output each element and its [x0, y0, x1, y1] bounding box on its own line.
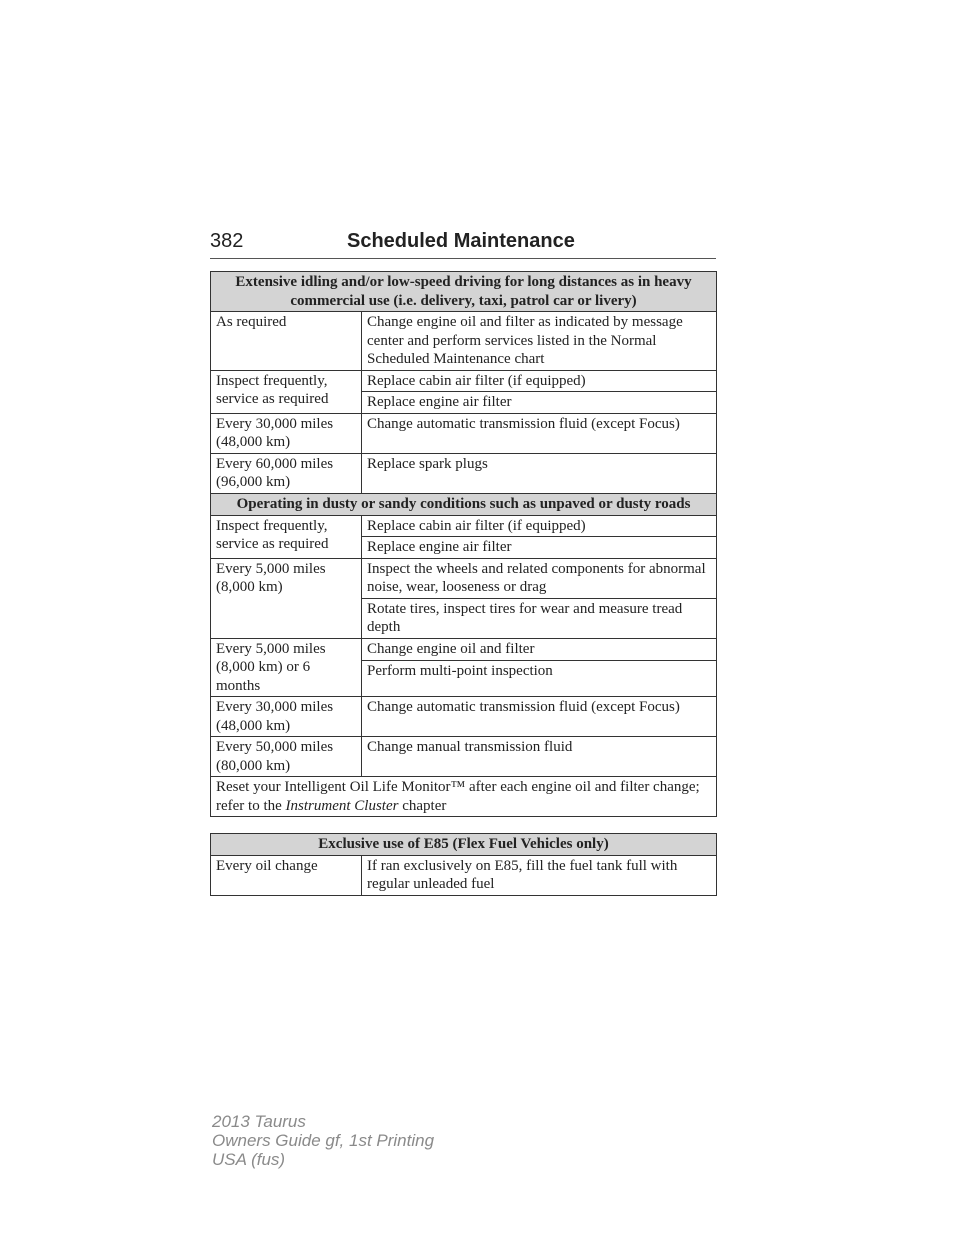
table-row	[211, 515, 717, 537]
interval-cell: Every 60,000 miles (96,000 km)	[211, 453, 362, 493]
task-cell: Replace engine air filter	[362, 392, 717, 414]
footer-region-name: USA	[212, 1150, 247, 1169]
interval-cell: Every 30,000 miles (48,000 km)	[211, 697, 362, 737]
table-heading: Operating in dusty or sandy conditions such as unpaved or dusty roads	[211, 494, 717, 516]
table-row	[211, 737, 717, 777]
interval-cell: Every 5,000 miles (8,000 km)	[211, 558, 362, 638]
interval-cell: As required	[211, 312, 362, 371]
maintenance-table-heavy-use	[210, 271, 717, 494]
interval-cell: Every 30,000 miles (48,000 km)	[211, 413, 362, 453]
footer-guide: Owners Guide gf, 1st Printing	[212, 1131, 435, 1150]
footer-region-code: (fus)	[251, 1150, 286, 1169]
task-cell: If ran exclusively on E85, fill the fuel tank full with regular unleaded fuel	[362, 855, 717, 895]
footer-model: 2013 Taurus	[212, 1112, 306, 1131]
table-row	[211, 638, 717, 661]
task-cell: Replace cabin air filter (if equipped)	[362, 515, 717, 537]
interval-cell: Inspect frequently, service as required	[211, 370, 362, 413]
table-row	[211, 558, 717, 598]
oil-monitor-note	[211, 777, 717, 817]
task-cell: Change automatic transmission fluid (except Focus)	[362, 697, 717, 737]
table-row	[211, 855, 717, 895]
note-chapter-reference: Instrument Cluster	[285, 797, 399, 814]
page-title: Scheduled Maintenance	[347, 230, 575, 252]
interval-cell: Inspect frequently, service as required	[211, 515, 362, 558]
task-cell: Change manual transmission fluid	[362, 737, 717, 777]
task-cell: Change engine oil and filter	[362, 638, 717, 661]
task-cell: Replace spark plugs	[362, 453, 717, 493]
interval-cell: Every 5,000 miles (8,000 km) or 6 months	[211, 638, 362, 697]
page-number: 382	[210, 230, 244, 252]
maintenance-table-dusty-conditions	[210, 493, 717, 817]
table-row	[211, 453, 717, 493]
maintenance-table-e85	[210, 833, 717, 896]
task-cell: Replace engine air filter	[362, 537, 717, 559]
task-cell: Perform multi-point inspection	[362, 661, 717, 697]
interval-cell: Every oil change	[211, 855, 362, 895]
task-cell: Rotate tires, inspect tires for wear and measure tread depth	[362, 598, 717, 638]
footer-region	[212, 1150, 434, 1169]
task-cell: Replace cabin air filter (if equipped)	[362, 370, 717, 392]
table-row	[211, 777, 717, 817]
table-row	[211, 697, 717, 737]
interval-cell: Every 50,000 miles (80,000 km)	[211, 737, 362, 777]
task-cell: Change engine oil and filter as indicated by message center and perform services listed in the Normal Scheduled Maintenance chart	[362, 312, 717, 371]
table-heading: Exclusive use of E85 (Flex Fuel Vehicles only)	[211, 834, 717, 856]
task-cell: Inspect the wheels and related components for abnormal noise, wear, looseness or drag	[362, 558, 717, 598]
task-cell: Change automatic transmission fluid (except Focus)	[362, 413, 717, 453]
note-text-end: chapter	[398, 797, 447, 814]
page-header	[210, 230, 716, 259]
table-row	[211, 312, 717, 371]
table-row	[211, 370, 717, 392]
note-text: Reset your Intelligent Oil Life Monitor™ after each engine oil and filter change; refer to the	[216, 779, 700, 814]
table-heading: Extensive idling and/or low-speed driving for long distances as in heavy commercial use (i.e. delivery, taxi, patrol car or livery)	[211, 272, 717, 312]
page-footer	[212, 1112, 434, 1169]
table-row	[211, 413, 717, 453]
